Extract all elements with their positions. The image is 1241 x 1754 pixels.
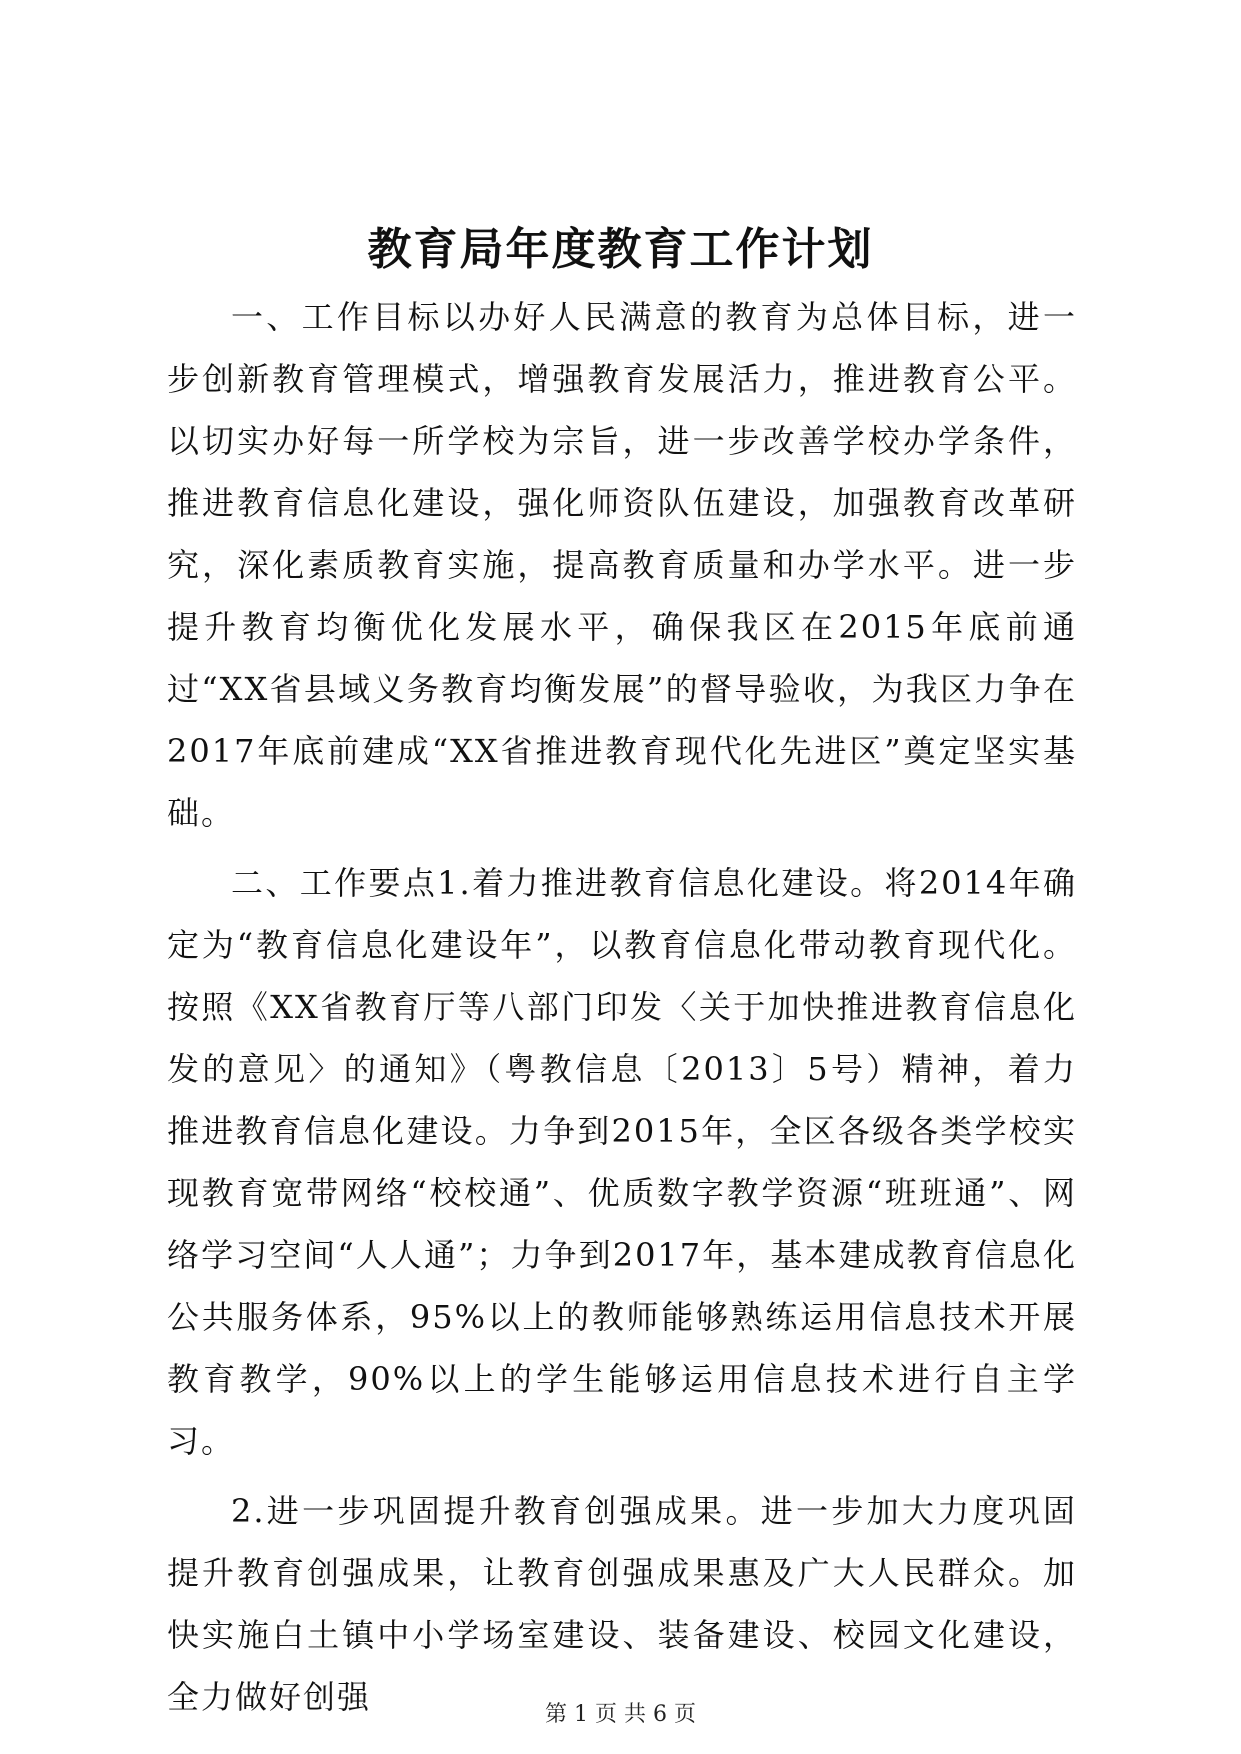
document-body [167,286,1077,1728]
page-footer: 第 1 页 共 6 页 [545,1702,696,1727]
document-title: 教育局年度教育工作计划 [367,224,874,275]
paragraph-work-goals: 一、工作目标以办好人民满意的教育为总体目标，进一步创新教育管理模式，增强教育发展活力，推进教育公平。以切实办好每一所学校为宗旨，进一步改善学校办学条件，推进教育信息化建设，强化师资队伍建设，加强教育改革研究，深化素质教育实施，提高教育质量和办学水平。进一步提升教育均衡优化发展水平，确保我区在2015年底前通过“XX省县域义务教育均衡发展”的督导验收，为我区力争在2017年底前建成“XX省推进教育现代化先进区”奠定坚实基础。 [167,298,1077,832]
paragraph-work-points: 二、工作要点1.着力推进教育信息化建设。将2014年确定为“教育信息化建设年”，以教育信息化带动教育现代化。按照《XX省教育厅等八部门印发〈关于加快推进教育信息化发的意见〉的通知》（粤教信息〔2013〕5号）精神，着力推进教育信息化建设。力争到2015年，全区各级各类学校实现教育宽带网络“校校通”、优质数字教学资源“班班通”、网络学习空间“人人通”；力争到2017年，基本建成教育信息化公共服务体系，95%以上的教师能够熟练运用信息技术开展教育教学，90%以上的学生能够运用信息技术进行自主学习。 [167,864,1077,1460]
paragraph-consolidate-results: 2.进一步巩固提升教育创强成果。进一步加大力度巩固提升教育创强成果，让教育创强成果惠及广大人民群众。加快实施白土镇中小学场室建设、装备建设、校园文化建设，全力做好创强 [167,1492,1077,1716]
